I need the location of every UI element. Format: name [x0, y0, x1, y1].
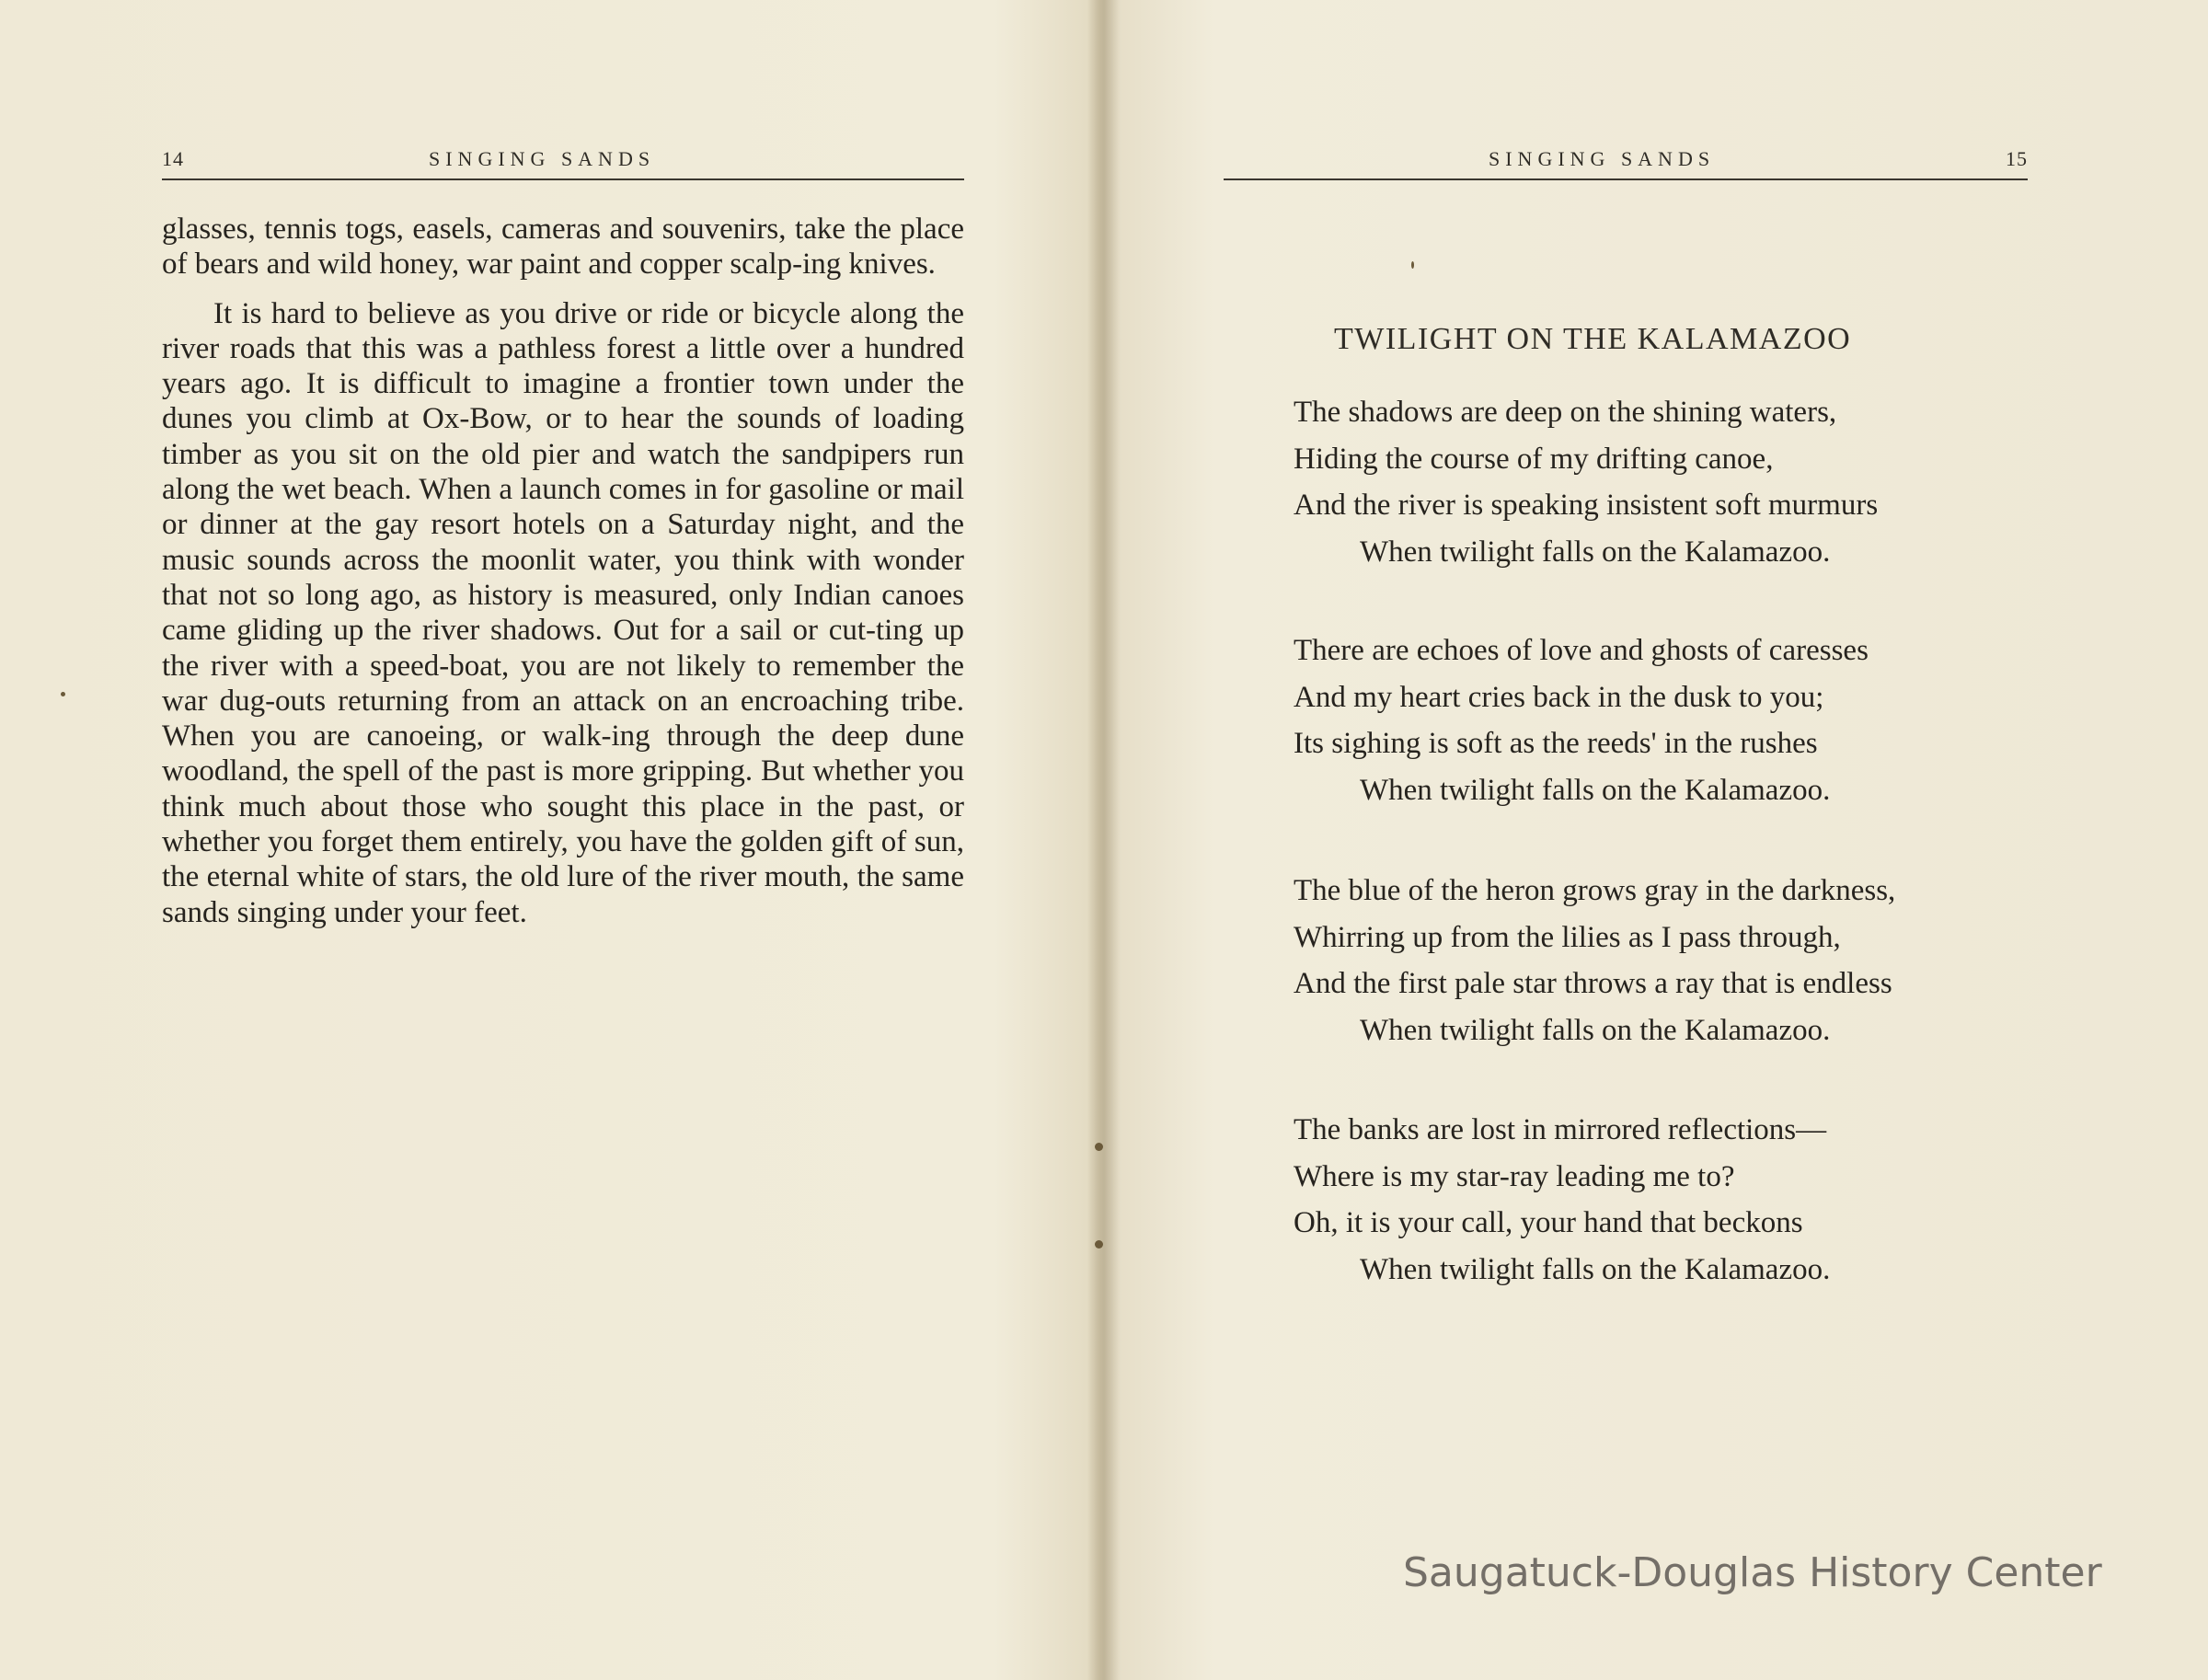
poem-line: Whirring up from the lilies as I pass through, — [1294, 920, 1841, 954]
poem-title: TWILIGHT ON THE KALAMAZOO — [1334, 322, 1852, 356]
poem-line: And the first pale star throws a ray that is endless — [1294, 967, 1892, 1000]
watermark: Saugatuck-Douglas History Center — [1403, 1549, 2102, 1596]
left-running-title: SINGING SANDS — [429, 147, 656, 170]
poem-line: And my heart cries back in the dusk to you; — [1294, 680, 1824, 714]
paper-speck — [61, 692, 65, 696]
right-page — [1113, 0, 2208, 1680]
poem-line: And the river is speaking insistent soft murmurs — [1294, 489, 1879, 522]
left-body-text — [162, 212, 964, 930]
poem-line: There are echoes of love and ghosts of caresses — [1294, 634, 1869, 667]
right-running-title: SINGING SANDS — [1489, 147, 1716, 170]
poem-line: The banks are lost in mirrored reflections— — [1294, 1113, 1827, 1146]
binding-stitch — [1095, 1240, 1103, 1248]
binding-stitch — [1095, 1143, 1103, 1151]
poem-refrain: When twilight falls on the Kalamazoo. — [1360, 1013, 1831, 1047]
poem-stanza — [1294, 627, 2103, 813]
poem-line: The blue of the heron grows gray in the darkness, — [1294, 874, 1896, 907]
poem-refrain: When twilight falls on the Kalamazoo. — [1360, 773, 1831, 807]
right-page-number: 15 — [2006, 147, 2028, 170]
left-page-number: 14 — [162, 147, 184, 170]
left-running-head — [162, 147, 964, 180]
poem-stanza — [1294, 1107, 2103, 1293]
poem-line: Hiding the course of my drifting canoe, — [1294, 442, 1774, 476]
poem-line: The shadows are deep on the shining waters, — [1294, 396, 1837, 429]
poem-stanza — [1294, 389, 2103, 575]
poem-refrain: When twilight falls on the Kalamazoo. — [1360, 1252, 1831, 1286]
left-page — [0, 0, 1095, 1680]
right-running-head — [1224, 147, 2028, 180]
paragraph: It is hard to believe as you drive or ride or bicycle along the river roads that this was a pathless forest a little over a hundred years ago. It is difficult to imagine a frontier town under the dunes you climb at Ox-Bow, or to hear the sounds of loading timber as you sit on the old pier and watch the sandpipers run along the wet beach. When a launch comes in for gasoline or mail or dinner at the gay resort hotels on a Saturday night, and the music sounds across the moonlit water, you think with wonder that not so long ago, as history is measured, only Indian canoes came gliding up the river shadows. Out for a sail or cut-ting up the river with a speed-boat, you are not likely to remember the war dug-outs returning from an attack on an encroaching tribe. When you are canoeing, or walk-ing through the deep dune woodland, the spell of the past is more gripping. But whether you think much about those who sought this place in the past, or whether you forget them entirely, you have the golden gift of sun, the eternal white of stars, the old lure of the river mouth, the same sands singing under your feet. — [162, 296, 964, 929]
poem-refrain: When twilight falls on the Kalamazoo. — [1360, 535, 1831, 569]
poem-stanza — [1294, 868, 2103, 1053]
paragraph: glasses, tennis togs, easels, cameras and souvenirs, take the place of bears and wild honey, war paint and copper scalp-ing knives. — [162, 213, 964, 282]
poem-line: Its sighing is soft as the reeds' in the rushes — [1294, 727, 1818, 760]
poem-line: Where is my star-ray leading me to? — [1294, 1159, 1735, 1193]
poem-line: Oh, it is your call, your hand that beckons — [1294, 1206, 1803, 1239]
paper-speck — [1411, 261, 1414, 269]
